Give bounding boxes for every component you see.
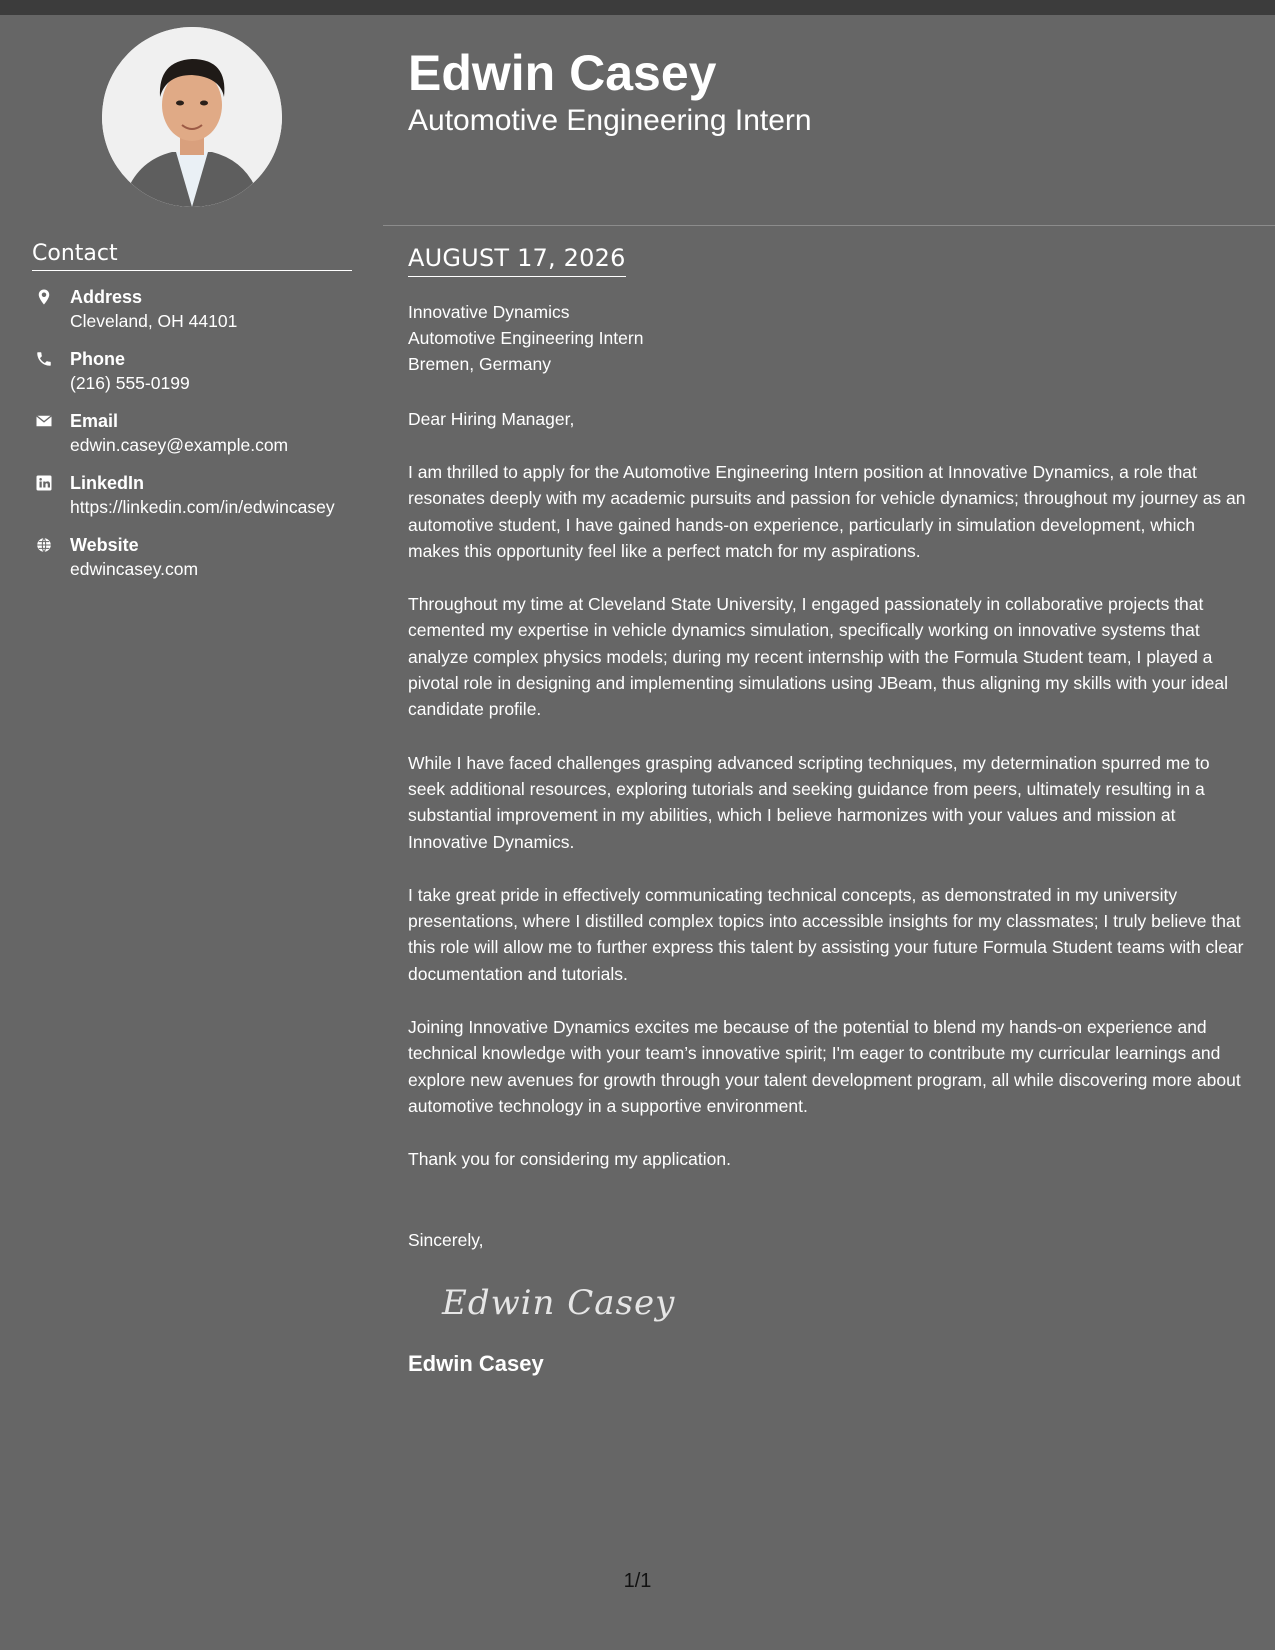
contact-item-email — [32, 409, 352, 457]
contact-item-linkedin — [32, 471, 352, 519]
contact-label: Email — [70, 411, 119, 431]
letter-paragraph: While I have faced challenges grasping advanced scripting techniques, my determination spurred me to seek additional resources, exploring tutorials and seeking guidance from peers, ultimately resulting in a substantial improvement in my abilities, which I believe harmonizes with your values and mission at Innovative Dynamics. — [408, 752, 1210, 852]
contact-item-phone — [32, 347, 352, 395]
contact-label: LinkedIn — [70, 473, 145, 493]
contact-value[interactable]: https://linkedin.com/in/edwincasey — [70, 497, 335, 517]
globe-icon — [34, 535, 54, 555]
contact-heading: Contact — [32, 241, 352, 271]
envelope-icon — [34, 411, 54, 431]
contact-item-address — [32, 285, 352, 333]
letter-paragraph: Throughout my time at Cleveland State University, I engaged passionately in collaborative projects that cemented my expertise in vehicle dynamics simulation, specifically working on innovative systems that analyze complex physics models; during my recent internship with the Formula Student team, I played a pivotal role in designing and implementing simulations using JBeam, thus aligning my skills with your ideal candidate profile. — [408, 594, 1228, 720]
letter-paragraph: Thank you for considering my application. — [408, 1149, 731, 1170]
applicant-name: Edwin Casey — [408, 45, 717, 101]
top-bar — [0, 0, 1275, 15]
signature: Edwin Casey — [442, 1282, 676, 1323]
contact-list — [32, 285, 352, 595]
recipient-location: Bremen, Germany — [408, 354, 551, 374]
contact-item-website — [32, 533, 352, 581]
contact-label: Phone — [70, 349, 126, 369]
contact-label: Website — [70, 535, 139, 555]
recipient-company: Innovative Dynamics — [408, 302, 570, 322]
contact-value: Cleveland, OH 44101 — [70, 311, 238, 331]
portrait-image — [102, 27, 282, 207]
recipient-position: Automotive Engineering Intern — [408, 328, 644, 348]
profile-photo — [102, 27, 282, 207]
letter-date: AUGUST 17, 2026 — [408, 244, 626, 277]
applicant-title: Automotive Engineering Intern — [408, 104, 812, 137]
letter-paragraph: Joining Innovative Dynamics excites me because of the potential to blend my hands-on experience and technical knowledge with your team’s innovative spirit; I'm eager to contribute my curricular learnings and explore new avenues for growth through your talent development program, all while discovering more about automotive technology in a supportive environment. — [408, 1017, 1241, 1116]
letter-paragraph: I take great pride in effectively communicating technical concepts, as demonstrated in my university presentations, where I distilled complex topics into accessible insights for my classmates; I truly believe that this role will allow me to further express this talent by assisting your future Formula Student teams with clear documentation and tutorials. — [408, 884, 1244, 984]
page-number: 1/1 — [623, 1570, 652, 1592]
location-pin-icon — [34, 287, 54, 307]
recipient-block — [408, 299, 1250, 377]
closing: Sincerely, — [408, 1229, 484, 1250]
contact-value: (216) 555-0199 — [70, 373, 190, 393]
contact-label: Address — [70, 287, 143, 307]
letter-body — [408, 244, 1250, 1377]
phone-icon — [34, 349, 54, 369]
signed-name: Edwin Casey — [408, 1350, 544, 1376]
letter-paragraph: I am thrilled to apply for the Automotive Engineering Intern position at Innovative Dynamics, a role that resonates deeply with my academic pursuits and passion for vehicle dynamics; throughout my journey as an automotive student, I have gained hands-on experience, particularly in simulation development, which makes this opportunity feel like a perfect match for my aspirations. — [408, 462, 1246, 561]
contact-value[interactable]: edwincasey.com — [70, 559, 199, 579]
salutation: Dear Hiring Manager, — [408, 409, 575, 429]
linkedin-icon — [34, 473, 54, 493]
contact-value[interactable]: edwin.casey@example.com — [70, 435, 289, 455]
header-divider — [383, 225, 1275, 226]
